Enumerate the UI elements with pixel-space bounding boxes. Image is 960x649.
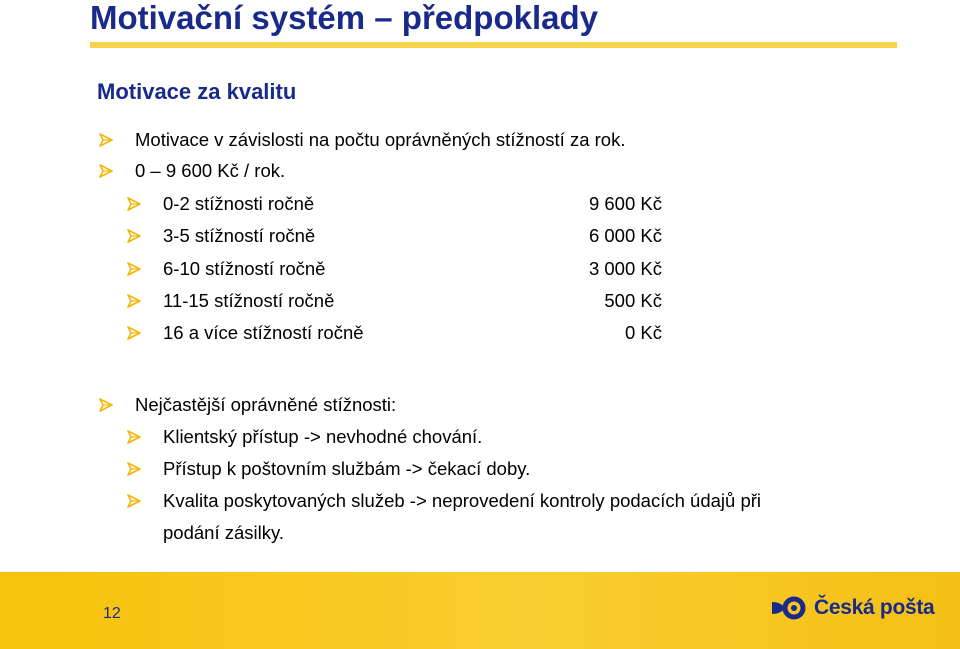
bullet-text: 0 – 9 600 Kč / rok.	[135, 160, 286, 181]
complaint-item: Přístup k poštovním službám -> čekací doby.	[163, 458, 531, 479]
arrow-bullet-icon	[127, 262, 141, 276]
complaint-item: Klientský přístup -> nevhodné chování.	[163, 426, 483, 447]
arrow-bullet-icon	[127, 494, 141, 508]
tier-amount: 6 000 Kč	[588, 225, 662, 246]
tier-label: 3-5 stížností ročně	[163, 225, 316, 246]
complaint-item-continuation: podání zásilky.	[163, 522, 284, 543]
tier-label: 6-10 stížností ročně	[163, 258, 326, 279]
section-heading: Motivace za kvalitu	[97, 79, 297, 104]
arrow-bullet-icon	[99, 133, 113, 147]
tier-label: 0-2 stížnosti ročně	[163, 193, 315, 214]
tier-label: 16 a více stížností ročně	[163, 322, 364, 343]
arrow-bullet-icon	[127, 294, 141, 308]
arrow-bullet-icon	[127, 197, 141, 211]
tier-label: 11-15 stížností ročně	[163, 290, 335, 311]
tier-amount: 3 000 Kč	[588, 258, 662, 279]
logo-text: Česká pošta	[814, 596, 935, 619]
arrow-bullet-icon	[127, 326, 141, 340]
ceska-posta-logo	[770, 596, 934, 620]
complaint-item: Kvalita poskytovaných služeb -> neprovedení kontroly podacích údajů při	[163, 490, 762, 511]
tier-amount: 9 600 Kč	[588, 193, 662, 214]
bullet-text: Motivace v závislosti na počtu oprávněných stížností za rok.	[135, 129, 626, 150]
complaints-heading: Nejčastější oprávněné stížnosti:	[135, 394, 397, 415]
page-number: 12	[103, 605, 121, 622]
arrow-bullet-icon	[99, 164, 113, 178]
arrow-bullet-icon	[127, 462, 141, 476]
slide-title: Motivační systém – předpoklady	[90, 0, 599, 36]
arrow-bullet-icon	[127, 430, 141, 444]
arrow-bullet-icon	[99, 398, 113, 412]
tier-amount: 0 Kč	[624, 322, 662, 343]
postal-horn-icon	[770, 596, 806, 620]
arrow-bullet-icon	[127, 229, 141, 243]
tier-amount: 500 Kč	[604, 290, 662, 311]
title-underline	[90, 42, 897, 48]
